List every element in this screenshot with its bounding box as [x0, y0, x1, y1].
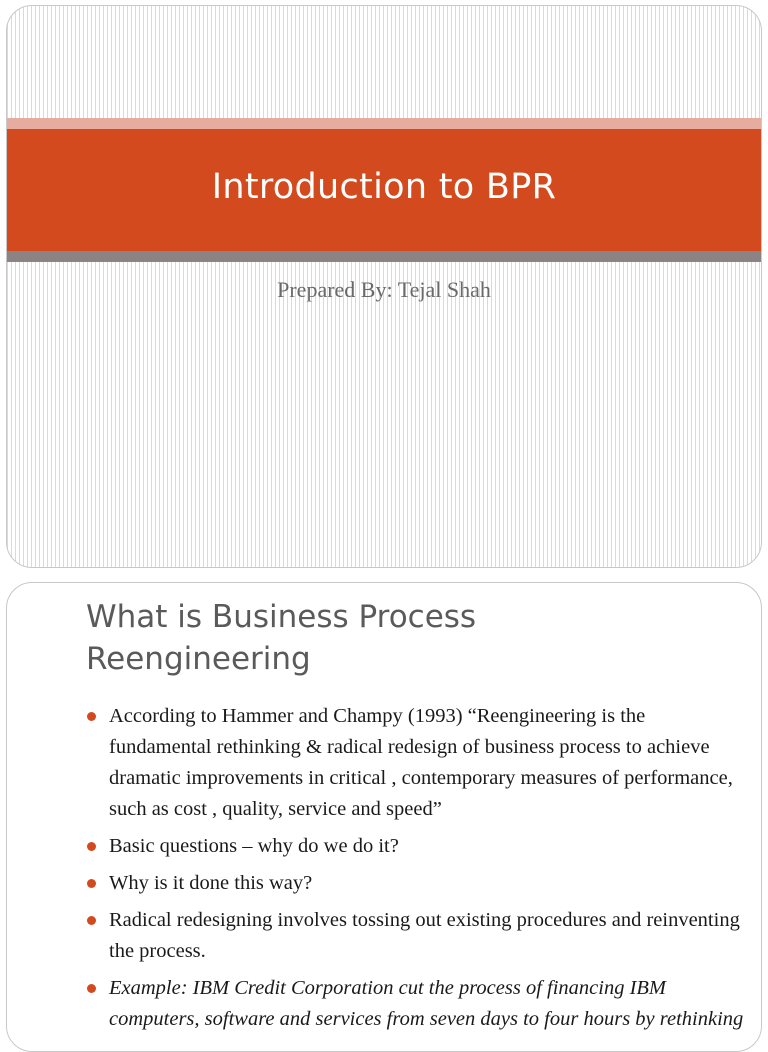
- title-accent-band-bottom: [7, 251, 761, 262]
- bullet-dot-icon: [87, 984, 96, 993]
- bullet-item: [87, 905, 747, 967]
- bullet-dot-icon: [87, 712, 96, 721]
- slide-heading-line-1: What is Business Process: [86, 599, 477, 635]
- bullet-item: [87, 868, 747, 899]
- bullet-list: [87, 701, 747, 1041]
- bullet-dot-icon: [87, 916, 96, 925]
- content-slide: [6, 582, 762, 1052]
- bullet-text: Radical redesigning involves tossing out existing procedures and reinventing the process.: [109, 909, 740, 962]
- bullet-item: [87, 973, 747, 1035]
- bullet-dot-icon: [87, 842, 96, 851]
- bullet-text: According to Hammer and Champy (1993) “Reengineering is the fundamental rethinking & radical redesign of business process to achieve dramatic improvements in critical , contemporary measures of performance, such as cost , quality, service and speed”: [109, 705, 733, 820]
- bullet-text: Why is it done this way?: [109, 872, 313, 894]
- title-slide: [6, 5, 762, 568]
- title-band: [7, 129, 761, 251]
- slide-subtitle: Prepared By: Tejal Shah: [277, 277, 491, 302]
- bullet-dot-icon: [87, 879, 96, 888]
- bullet-item: [87, 831, 747, 862]
- bullet-text: Example: IBM Credit Corporation cut the process of financing IBM computers, software and services from seven days to four hours by rethinking: [109, 977, 744, 1030]
- slide-title: Introduction to BPR: [211, 167, 557, 207]
- bullet-text: Basic questions – why do we do it?: [109, 835, 399, 857]
- bullet-item: [87, 701, 747, 825]
- title-accent-band-top: [7, 118, 761, 129]
- slide-heading-line-2: Reengineering: [86, 641, 311, 677]
- slide-heading: [86, 596, 706, 680]
